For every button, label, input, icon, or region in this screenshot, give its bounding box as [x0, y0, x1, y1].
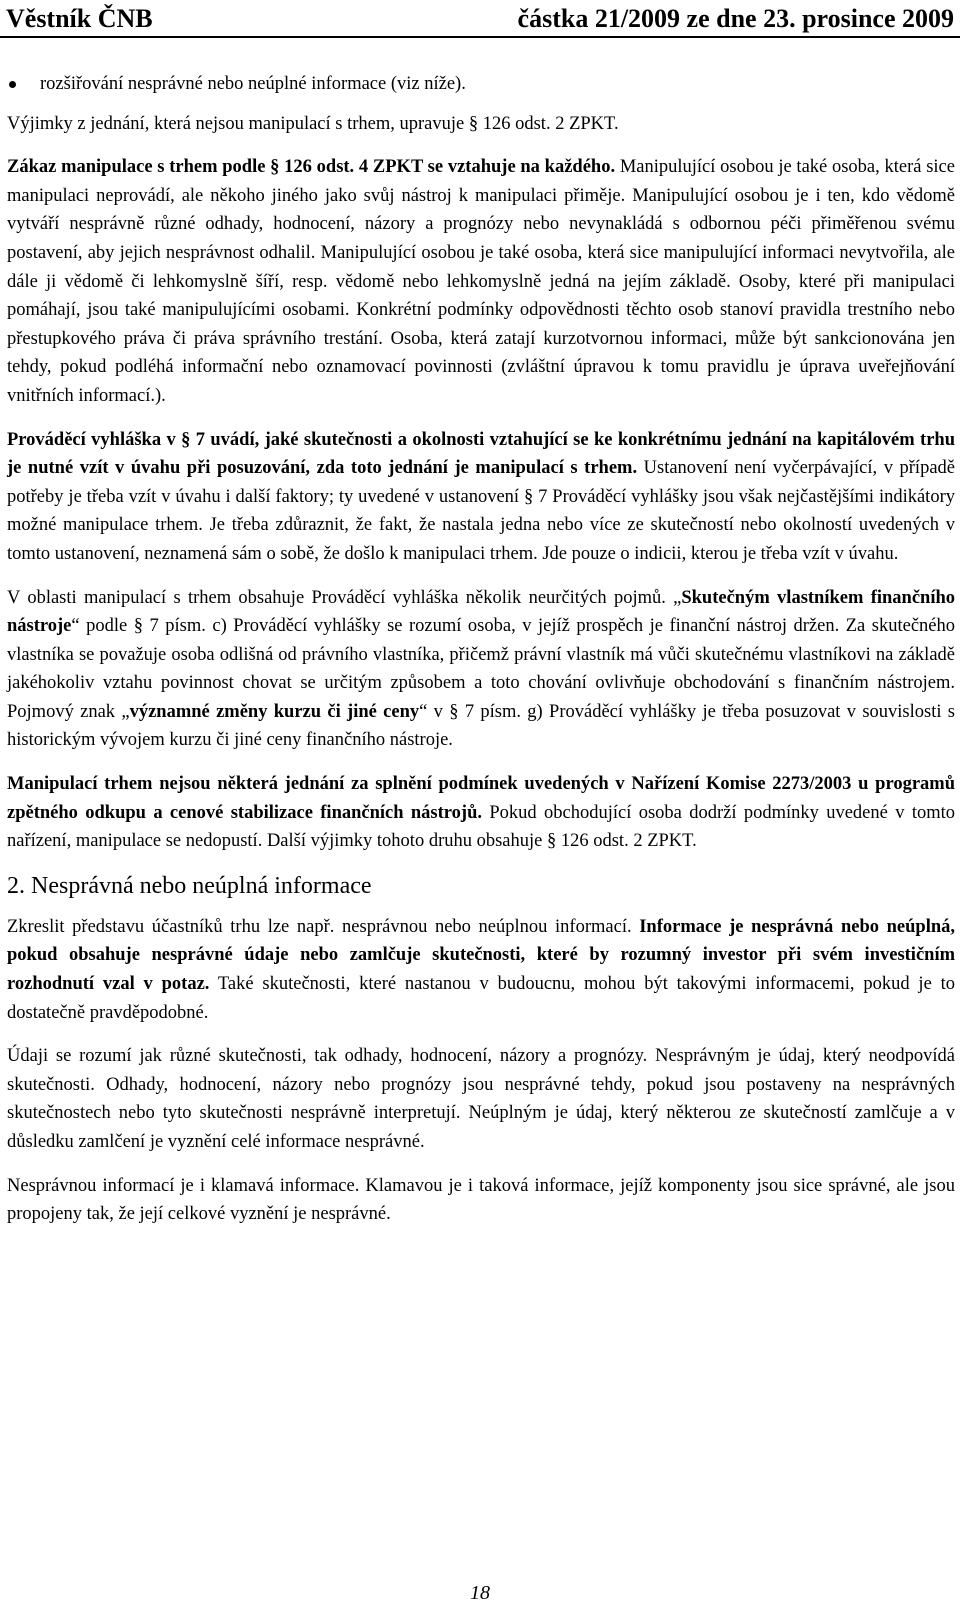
paragraph-text: “ podle § 7 písm. c) Prováděcí vyhlášky se rozumí osoba, v jejíž prospěch je finanční nástroj držen. Za skutečného vlastníka se považuje osoba odlišná od právního vlastníka, přičemž právní vlastník má vůči skutečnému vlastníkovi na základě jakéhokoliv vztahu povinnost chovat se určitým způsobem a toto chování ovlivňuje obchodování s finančním nástrojem. Pojmový znak „ — [7, 616, 955, 722]
bullet-icon — [9, 81, 16, 88]
paragraph-text: V oblasti manipulací s trhem obsahuje Prováděcí vyhláška několik neurčitých pojmů. „ — [7, 587, 682, 608]
paragraph-text: Ustanovení není vyčerpávající, v případě potřeby je třeba vzít v úvahu i další faktory; ty uvedené v ustanovení § 7 Prováděcí vyhlášky jsou však nejčastějšími indikátory možné manipulace trhem. Je třeba zdůraznit, že fakt, že nastala jedna nebo více ze skutečností nebo okolností uvedených v tomto ustanovení, neznamená sám o sobě, že došlo k manipulaci trhem. Jde pouze o indicii, kterou je třeba vzít v úvahu. — [7, 458, 955, 564]
paragraph-terms — [7, 584, 955, 756]
bold-text: Zákaz manipulace s trhem podle § 126 odst. 4 ZPKT se vztahuje na každého. — [7, 157, 616, 178]
issue-info: částka 21/2009 ze dne 23. prosince 2009 — [517, 4, 954, 33]
paragraph-data-definition: Údaji se rozumí jak různé skutečnosti, tak odhady, hodnocení, názory a prognózy. Nesprávným je údaj, který neodpovídá skutečnosti. Odhady, hodnocení, názory nebo prognózy jsou nesprávné tehdy, pokud jsou postaveny na nesprávných skutečnostech nebo tyto skutečnosti nesprávně interpretují. Neúplným je údaj, který některou ze skutečností zamlčuje a v důsledku zamlčení je vyznění celé informace nesprávné. — [7, 1046, 955, 1152]
page-number: 18 — [470, 1582, 490, 1604]
paragraph-text: Zkreslit představu účastníků trhu lze např. nesprávnou nebo neúplnou informací. — [7, 916, 640, 937]
document-body — [7, 70, 955, 1244]
paragraph-text: Manipulující osobou je také osoba, která sice manipulaci neprovádí, ale někoho jiného jako svůj nástroj k manipulaci přiměje. Manipulující osobou je i ten, kdo vědomě vytváří nesprávně různé odhady, hodnocení, názory a prognózy nebo nevynakládá s odbornou péči přiměřenou svému postavení, aby jejich nesprávnost odhalil. Manipulující osobou je také osoba, která sice manipulující informaci nevytvořila, ale dále ji vědomě či lehkomyslně šíří, resp. vědomě nebo lehkomyslně jedná na jejím základě. Osoby, které při manipulaci pomáhají, jsou také manipulujícími osobami. Konkrétní podmínky odpovědnosti těchto osob stanoví pravidla trestního nebo přestupkového práva či práva správního trestání. Osoba, která zatají kurzotvornou informaci, může být sankcionována jen tehdy, pokud podléhá informační nebo oznamovací povinnosti (zvláštní úpravou k tomu pravidlu je úprava uveřejňování vnitřních informací.). — [7, 157, 955, 406]
paragraph-prohibition — [7, 153, 955, 410]
bold-term: Skutečným vlastníkem finančního nástroje — [7, 587, 956, 637]
paragraph-exceptions: Výjimky z jednání, která nejsou manipulací s trhem, upravuje § 126 odst. 2 ZPKT. — [7, 113, 619, 134]
paragraph-incorrect-info — [7, 913, 955, 1027]
bullet-item — [7, 70, 955, 99]
paragraph-text: Také skutečnosti, které nastanou v budoucnu, mohou být takovými informacemi, pokud je to dostatečně pravděpodobné. — [7, 974, 955, 1023]
bold-term: významné změny kurzu či jiné ceny — [129, 701, 420, 722]
bold-text: Manipulací trhem nejsou některá jednání za splnění podmínek uvedených v Nařízení Komise 2273/2003 u programů zpětného odkupu a cenové stabilizace finančních nástrojů. — [7, 774, 955, 823]
paragraph-text: Pokud obchodující osoba dodrží podmínky uvedené v tomto nařízení, manipulace se nedopustí. Další výjimky tohoto druhu obsahuje § 126 odst. 2 ZPKT. — [7, 802, 955, 852]
paragraph-text: “ v § 7 písm. g) Prováděcí vyhlášky je třeba posuzovat v souvislosti s historickým vývojem kurzu či jiné ceny finančního nástroje. — [7, 701, 955, 751]
journal-title: Věstník ČNB — [6, 4, 153, 33]
bullet-text: rozšiřování nesprávné nebo neúplné informace (viz níže). — [40, 74, 466, 94]
paragraph-regulation — [7, 770, 955, 856]
section-heading: 2. Nesprávná nebo neúplná informace — [7, 872, 372, 899]
paragraph-misleading: Nesprávnou informací je i klamavá informace. Klamavou je i taková informace, jejíž komponenty jsou sice správné, ale jsou propojeny tak, že její celkové vyznění je nesprávné. — [7, 1175, 955, 1225]
bold-text: Prováděcí vyhláška v § 7 uvádí, jaké skutečnosti a okolnosti vztahující se ke konkrétnímu jednání na kapitálovém trhu je nutné vzít v úvahu při posuzování, zda toto jednání je manipulací s trhem. — [7, 429, 955, 479]
paragraph-decree — [7, 426, 955, 569]
bold-text: Informace je nesprávná nebo neúplná, pokud obsahuje nesprávné údaje nebo zamlčuje skutečnosti, které by rozumný investor při svém investičním rozhodnutí vzal v potaz. — [7, 916, 956, 995]
page-header — [0, 0, 960, 38]
